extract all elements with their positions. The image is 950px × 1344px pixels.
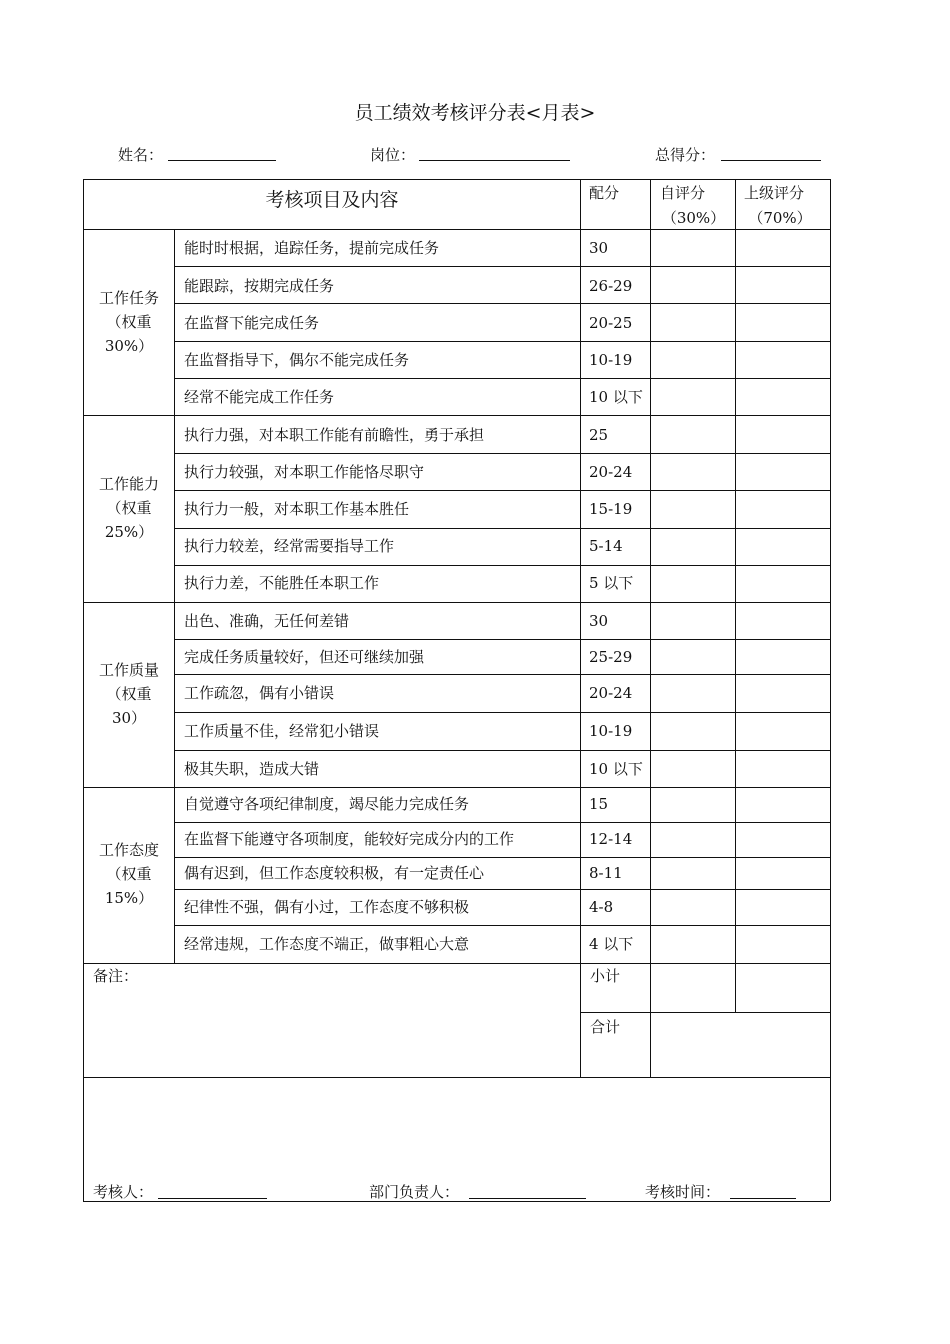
column-header-points: 配分	[589, 184, 620, 202]
row-divider	[174, 750, 830, 751]
dept-head-label: 部门负责人：	[369, 1183, 460, 1201]
row-divider	[174, 822, 830, 823]
total-label: 合计	[590, 1018, 621, 1036]
column-header-superior-weight: （70%）	[748, 209, 812, 227]
dept-head-field[interactable]	[469, 1198, 586, 1199]
group-label-work-attitude	[84, 838, 174, 910]
row-divider	[174, 639, 830, 640]
criterion-text: 工作质量不佳，经常犯小错误	[184, 722, 380, 740]
points-range: 20-25	[589, 314, 633, 332]
group-name: 工作任务	[98, 289, 159, 307]
group-name: 工作质量	[98, 661, 159, 679]
points-range: 15-19	[589, 500, 633, 518]
points-range: 25-29	[589, 648, 633, 666]
criterion-text: 在监督下能完成任务	[184, 314, 320, 332]
group-label-work-ability	[84, 472, 174, 544]
points-range: 10-19	[589, 351, 633, 369]
criterion-text: 能时时根据，追踪任务，提前完成任务	[184, 239, 440, 257]
group-name: 工作态度	[98, 841, 159, 859]
total-score-field[interactable]	[721, 160, 821, 161]
position-field[interactable]	[419, 160, 570, 161]
criterion-text: 极其失职，造成大错	[184, 760, 320, 778]
criterion-text: 出色、准确，无任何差错	[184, 612, 350, 630]
col-divider-points	[580, 179, 581, 1077]
row-divider	[174, 266, 830, 267]
column-header-self-weight: （30%）	[661, 209, 726, 227]
subtotal-label: 小计	[590, 967, 621, 985]
criterion-text: 在监督指导下，偶尔不能完成任务	[184, 351, 410, 369]
reviewer-label: 考核人：	[93, 1183, 154, 1201]
group-divider	[83, 963, 830, 964]
points-range: 30	[589, 239, 609, 257]
group-divider	[83, 415, 830, 416]
subtotal-divider	[580, 1012, 830, 1013]
points-range: 10 以下	[589, 760, 643, 778]
summary-divider	[83, 1077, 830, 1078]
criterion-text: 自觉遵守各项纪律制度，竭尽能力完成任务	[184, 795, 470, 813]
row-divider	[174, 857, 830, 858]
group-weight-value: 30%）	[104, 337, 154, 355]
group-label-work-quality	[84, 658, 174, 730]
criterion-text: 完成任务质量较好，但还可继续加强	[184, 648, 425, 666]
points-range: 20-24	[589, 684, 633, 702]
points-range: 15	[589, 795, 609, 813]
column-header-superior: 上级评分	[744, 184, 805, 202]
col-divider-self	[650, 179, 651, 1077]
group-label-work-tasks	[84, 286, 174, 358]
criterion-text: 能跟踪，按期完成任务	[184, 277, 335, 295]
group-weight: （权重	[106, 865, 152, 883]
group-weight: （权重	[106, 499, 152, 517]
row-divider	[174, 712, 830, 713]
criterion-text: 经常不能完成工作任务	[184, 388, 335, 406]
criterion-text: 工作疏忽，偶有小错误	[184, 684, 335, 702]
review-date-field[interactable]	[730, 1198, 796, 1199]
group-name: 工作能力	[98, 475, 159, 493]
table-border-right	[830, 179, 831, 1201]
remarks-label: 备注：	[93, 967, 139, 985]
table-border-top	[83, 179, 830, 180]
group-weight-value: 25%）	[104, 523, 154, 541]
row-divider	[174, 453, 830, 454]
points-range: 12-14	[589, 830, 633, 848]
criterion-text: 执行力强，对本职工作能有前瞻性，勇于承担	[184, 426, 485, 444]
criterion-text: 执行力差，不能胜任本职工作	[184, 574, 380, 592]
points-range: 8-11	[589, 864, 623, 882]
total-score-label: 总得分：	[655, 146, 716, 164]
row-divider	[174, 925, 830, 926]
name-label: 姓名：	[118, 146, 164, 164]
row-divider	[174, 341, 830, 342]
group-weight: （权重	[106, 313, 152, 331]
points-range: 25	[589, 426, 609, 444]
row-divider	[174, 490, 830, 491]
column-header-items: 考核项目及内容	[265, 189, 399, 211]
reviewer-field[interactable]	[158, 1198, 267, 1199]
group-weight-value: 15%）	[104, 889, 154, 907]
points-range: 4-8	[589, 898, 614, 916]
criterion-text: 执行力较差，经常需要指导工作	[184, 537, 395, 555]
group-divider	[83, 602, 830, 603]
criterion-text: 经常违规，工作态度不端正，做事粗心大意	[184, 935, 470, 953]
criterion-text: 偶有迟到，但工作态度较积极，有一定责任心	[184, 864, 485, 882]
points-range: 30	[589, 612, 609, 630]
page-title: 员工绩效考核评分表<月表>	[354, 102, 596, 124]
col-divider-group	[174, 229, 175, 963]
row-divider	[174, 565, 830, 566]
column-header-self: 自评分	[660, 184, 706, 202]
row-divider	[174, 889, 830, 890]
points-range: 4 以下	[589, 935, 634, 953]
criterion-text: 在监督下能遵守各项制度，能较好完成分内的工作	[184, 830, 515, 848]
row-divider	[174, 303, 830, 304]
points-range: 10 以下	[589, 388, 643, 406]
criterion-text: 执行力一般，对本职工作基本胜任	[184, 500, 410, 518]
points-range: 20-24	[589, 463, 633, 481]
criterion-text: 执行力较强，对本职工作能恪尽职守	[184, 463, 425, 481]
group-weight: （权重	[106, 685, 152, 703]
position-label: 岗位：	[370, 146, 416, 164]
header-divider	[83, 229, 830, 230]
criterion-text: 纪律性不强，偶有小过，工作态度不够积极	[184, 898, 470, 916]
points-range: 5 以下	[589, 574, 634, 592]
name-field[interactable]	[168, 160, 276, 161]
points-range: 10-19	[589, 722, 633, 740]
group-weight-value: 30）	[111, 709, 147, 727]
points-range: 26-29	[589, 277, 633, 295]
row-divider	[174, 674, 830, 675]
points-range: 5-14	[589, 537, 623, 555]
row-divider	[174, 528, 830, 529]
group-divider	[83, 787, 830, 788]
review-date-label: 考核时间：	[645, 1183, 721, 1201]
row-divider	[174, 378, 830, 379]
